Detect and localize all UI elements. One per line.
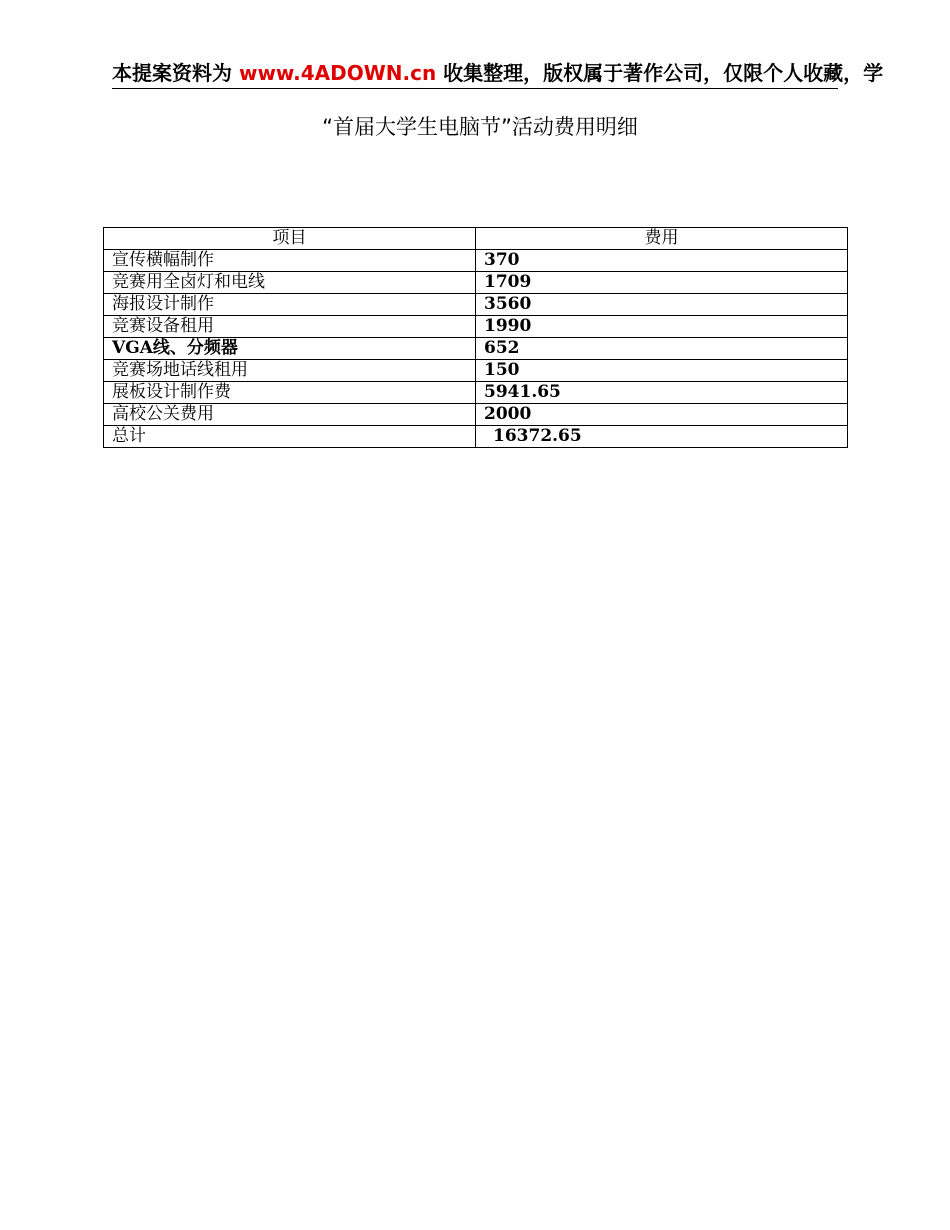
cost-cell: 2000: [476, 404, 848, 426]
table-row: [104, 272, 848, 294]
table-row: [104, 250, 848, 272]
cost-cell: 3560: [476, 294, 848, 316]
item-cell: 竞赛设备租用: [104, 316, 476, 338]
item-cell: 高校公关费用: [104, 404, 476, 426]
header-prefix: 本提案资料为: [112, 61, 239, 85]
cost-cell: 1990: [476, 316, 848, 338]
table-row: [104, 338, 848, 360]
header-suffix: 收集整理，版权属于著作公司，仅限个人收藏，学: [436, 61, 884, 85]
table-header-row: [104, 228, 848, 250]
item-cell: 竞赛用全卤灯和电线: [104, 272, 476, 294]
expense-table: [103, 227, 848, 448]
cost-cell: 1709: [476, 272, 848, 294]
item-cell: VGA线、分频器: [104, 338, 476, 360]
total-cost-cell: 16372.65: [476, 426, 848, 448]
total-row: [104, 426, 848, 448]
cost-cell: 150: [476, 360, 848, 382]
header-notice: [112, 58, 950, 88]
cost-cell: 652: [476, 338, 848, 360]
cost-cell: 5941.65: [476, 382, 848, 404]
table-row: [104, 360, 848, 382]
item-cell: 竞赛场地话线租用: [104, 360, 476, 382]
document-title: “首届大学生电脑节”活动费用明细: [322, 115, 638, 139]
table-row: [104, 404, 848, 426]
total-label-cell: 总计: [104, 426, 476, 448]
header-divider: [112, 88, 838, 89]
item-cell: 海报设计制作: [104, 294, 476, 316]
column-header-item: 项目: [104, 228, 476, 250]
column-header-cost: 费用: [476, 228, 848, 250]
cost-cell: 370: [476, 250, 848, 272]
table-row: [104, 382, 848, 404]
header-site-link[interactable]: www.4ADOWN.cn: [238, 61, 437, 85]
table-row: [104, 316, 848, 338]
item-cell: 宣传横幅制作: [104, 250, 476, 272]
item-cell: 展板设计制作费: [104, 382, 476, 404]
table-row: [104, 294, 848, 316]
